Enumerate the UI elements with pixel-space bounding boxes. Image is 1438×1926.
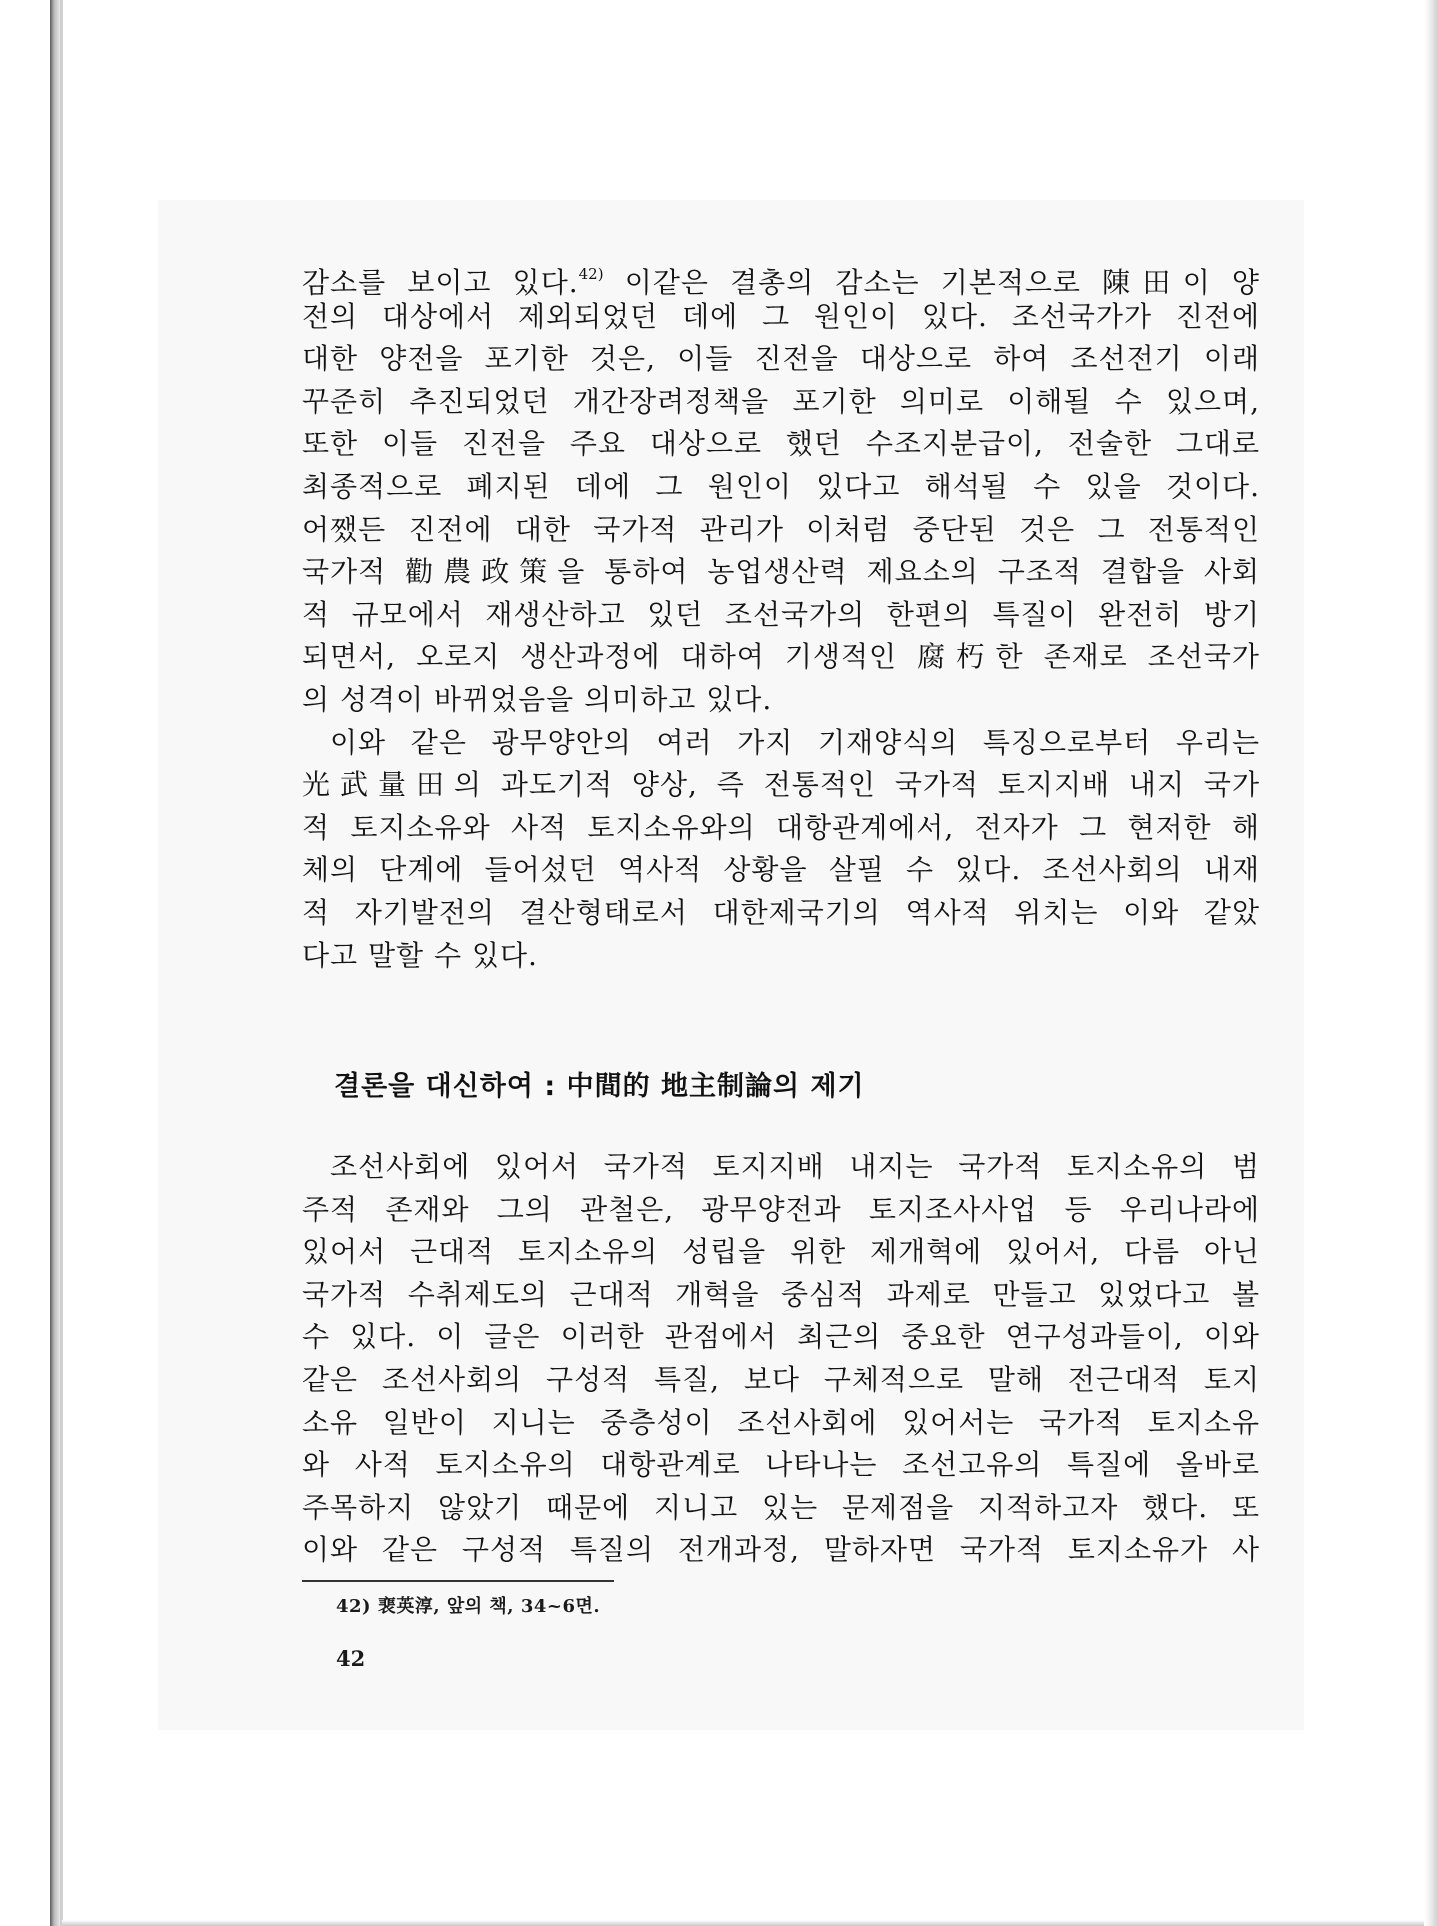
text-line: 와 사적 토지소유의 대항관계로 나타나는 조선고유의 특질에 올바로 <box>302 1448 1260 1482</box>
page-spine-highlight <box>60 0 63 1926</box>
body-text-lower <box>302 1146 1260 1572</box>
footnote-reference[interactable]: 42) <box>578 265 604 283</box>
text-line: 이와 같은 구성적 특질의 전개과정, 말하자면 국가적 토지소유가 사 <box>302 1533 1260 1567</box>
section-heading: 결론을 대신하여 : 中間的 地主制論의 제기 <box>334 1071 865 1102</box>
body-text-upper <box>302 253 1260 977</box>
text-line: 국가적 勸農政策을 통하여 농업생산력 제요소의 구조적 결합을 사회 <box>302 555 1260 589</box>
page-spine-edge <box>50 0 60 1926</box>
text-line: 대한 양전을 포기한 것은, 이들 진전을 대상으로 하여 조선전기 이래 <box>302 342 1260 376</box>
text-line: 전의 대상에서 제외되었던 데에 그 원인이 있다. 조선국가가 진전에 <box>302 299 1260 333</box>
page-right-shadow <box>1424 0 1438 1926</box>
text-line: 다고 말할 수 있다. <box>302 938 538 972</box>
text-line: 적 토지소유와 사적 토지소유와의 대항관계에서, 전자가 그 현저한 해 <box>302 810 1260 844</box>
text-line: 적 규모에서 재생산하고 있던 조선국가의 한편의 특질이 완전히 방기 <box>302 597 1260 631</box>
text-line: 소유 일반이 지니는 중층성이 조선사회에 있어서는 국가적 토지소유 <box>302 1405 1260 1439</box>
footnote: 42) 裵英淳, 앞의 책, 34~6면. <box>336 1596 601 1617</box>
page-number: 42 <box>336 1646 366 1671</box>
text-line: 되면서, 오로지 생산과정에 대하여 기생적인 腐朽한 존재로 조선국가 <box>302 640 1260 674</box>
text-line: 주목하지 않았기 때문에 지니고 있는 문제점을 지적하고자 했다. 또 <box>302 1490 1260 1524</box>
text-line <box>302 253 1260 296</box>
text-line: 의 성격이 바뀌었음을 의미하고 있다. <box>302 682 773 716</box>
text-line: 최종적으로 폐지된 데에 그 원인이 있다고 해석될 수 있을 것이다. <box>302 469 1260 503</box>
text-line: 체의 단계에 들어섰던 역사적 상황을 살필 수 있다. 조선사회의 내재 <box>302 853 1260 887</box>
text-segment: 조선사회에 있어서 국가적 토지지배 내지는 국가적 토지소유의 범 <box>330 1150 1260 1183</box>
text-segment: 이같은 결총의 감소는 기본적으로 陳田이 양 <box>603 266 1260 296</box>
text-line: 수 있다. 이 글은 이러한 관점에서 최근의 중요한 연구성과들이, 이와 <box>302 1320 1260 1354</box>
text-segment: 이와 같은 광무양안의 여러 가지 기재양식의 특징으로부터 우리는 <box>330 725 1260 759</box>
text-line-indented <box>302 1146 1260 1189</box>
text-line: 같은 조선사회의 구성적 특질, 보다 구체적으로 말해 전근대적 토지 <box>302 1362 1260 1396</box>
text-line: 국가적 수취제도의 근대적 개혁을 중심적 과제로 만들고 있었다고 볼 <box>302 1277 1260 1311</box>
text-line: 또한 이들 진전을 주요 대상으로 했던 수조지분급이, 전술한 그대로 <box>302 427 1260 461</box>
text-line: 光武量田의 과도기적 양상, 즉 전통적인 국가적 토지지배 내지 국가 <box>302 768 1260 802</box>
page-bottom-shadow <box>62 1920 1424 1926</box>
text-line: 적 자기발전의 결산형태로서 대한제국기의 역사적 위치는 이와 같았 <box>302 895 1260 929</box>
text-line-indented <box>302 722 1260 765</box>
text-segment: 감소를 보이고 있다. <box>302 266 579 296</box>
text-line: 어쨌든 진전에 대한 국가적 관리가 이처럼 중단된 것은 그 전통적인 <box>302 512 1260 546</box>
text-line: 있어서 근대적 토지소유의 성립을 위한 제개혁에 있어서, 다름 아닌 <box>302 1235 1260 1269</box>
text-line: 꾸준히 추진되었던 개간장려정책을 포기한 의미로 이해될 수 있으며, <box>302 384 1260 418</box>
text-line: 주적 존재와 그의 관철은, 광무양전과 토지조사사업 등 우리나라에 <box>302 1192 1260 1226</box>
footnote-divider <box>302 1580 614 1582</box>
